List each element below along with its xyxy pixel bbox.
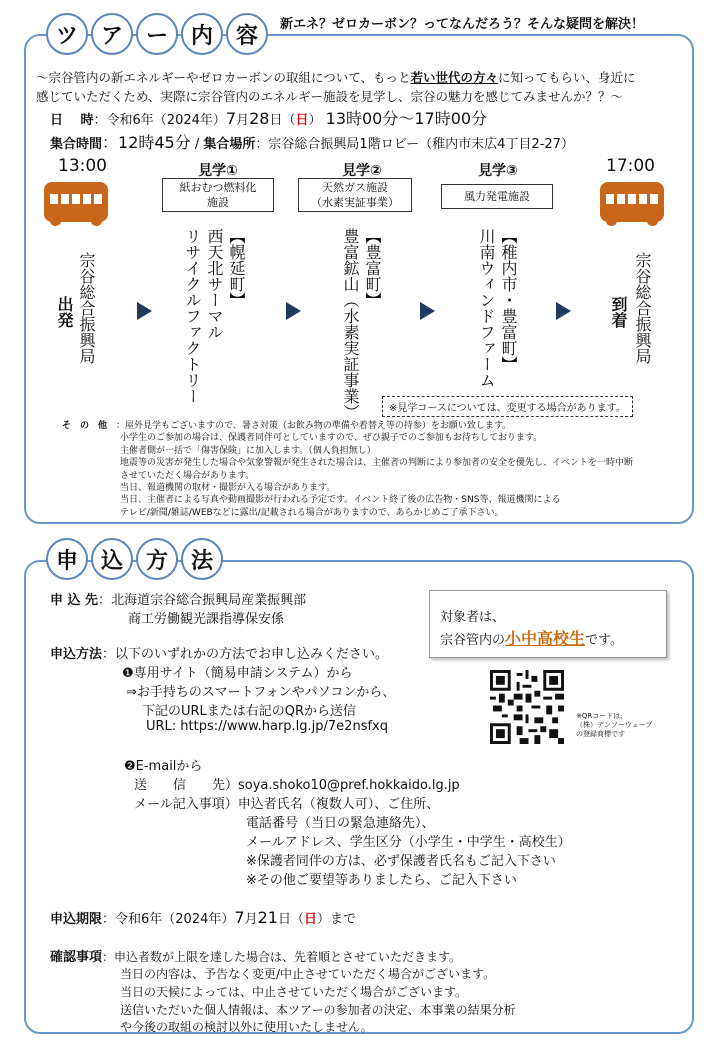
email-line-7: ※その他ご要望等ありましたら、ご記入下さい: [246, 873, 517, 888]
headline: 新エネ？ゼロカーボン？ってなんだろう？そんな疑問を解決！: [280, 17, 645, 32]
email-line-1: ❷E-mailから: [124, 759, 203, 774]
other-line: させていただく場合があります。: [120, 471, 255, 481]
confirm-line: 当日の天候によっては、中止させていただく場合がございます。: [120, 985, 468, 999]
method-line-3: ⇒お手持ちのスマートフォンやパソコンから、: [126, 685, 396, 700]
target-line-2: 宗谷管内の小中高校生です。: [440, 629, 623, 648]
email-address[interactable]: 送 信 先）soya.shoko10@pref.hokkaido.lg.jp: [134, 778, 460, 793]
visit2-name: 豊富鉱山（水素実証事業）: [341, 228, 360, 420]
visit1-name-2: リサイクルファクトリー: [183, 228, 202, 404]
other-label: そ の 他: [62, 421, 108, 431]
arrow-icon: [556, 302, 571, 320]
visit2-box: 天然ガス施設 （水素実証事業）: [298, 178, 412, 212]
depart-label: 出発: [55, 296, 74, 328]
confirm-line-1: 確認事項：申込者数が上限を達した場合は、先着順とさせていただきます。: [50, 950, 462, 965]
tour-section-title: [46, 13, 268, 55]
start-time: 13:00: [58, 156, 107, 176]
visit3-title: 見学③: [478, 163, 518, 179]
visit3-box: 風力発電施設: [441, 184, 553, 209]
visit1-box: 紙おむつ燃料化 施設: [162, 178, 274, 212]
arrow-icon: [137, 302, 152, 320]
arrive-place: 宗谷総合振興局: [633, 252, 652, 364]
method-line-1: 申込方法：以下のいずれかの方法でお申し込みください。: [50, 647, 389, 662]
bus-icon: [600, 182, 664, 222]
apply-section-title: [46, 538, 223, 580]
visit1-title: 見学①: [198, 163, 238, 179]
title-char: 内: [181, 13, 223, 55]
visit1-place: 【幌延町】: [227, 228, 246, 308]
confirm-line: 送信いただいた個人情報は、本ツアーの参加者の決定、本事業の結果分析: [120, 1003, 516, 1017]
confirm-line: 当日の内容は、予告なく変更/中止させていただく場合がございます。: [120, 967, 496, 981]
method-line-4: 下記のURLまたは右記のQRから送信: [142, 704, 357, 719]
other-line: 主催者側が一括で「傷害保険」に加入します。（個人負担無し）: [120, 446, 376, 456]
title-char: 方: [136, 538, 178, 580]
confirm-line: や今後の取組の検討以外に使用いたしません。: [120, 1020, 373, 1034]
visit2-place: 【豊富町】: [363, 228, 382, 308]
other-line: 地震等の災害が発生した場合や気象警報が発生された場合は、主催者の判断により参加者の安全を優先し、イベントを一時中断: [120, 458, 634, 468]
other-line: 当日、報道機関の取材・撮影が入る場合があります。: [120, 483, 336, 493]
visit3-place: 【稚内市・豊富町】: [499, 228, 518, 372]
other-line: 当日、主催者による写真や動画撮影が行われる予定です。イベント終了後の広告物・SNS等、報道機関による: [120, 495, 561, 505]
method-line-2: ❶専用サイト（簡易申請システム）から: [122, 666, 353, 681]
arrow-icon: [286, 302, 301, 320]
target-line-1: 対象者は、: [440, 610, 506, 625]
intro-line-1: ～宗谷管内の新エネルギーやゼロカーボンの取組について、もっと若い世代の方々に知ってもらい、身近に: [36, 70, 636, 85]
qr-code-icon[interactable]: [490, 670, 564, 744]
arrow-icon: [420, 302, 435, 320]
arrive-label: 到着: [609, 296, 628, 328]
date-line: 日 時：令和6年（2024年）7月28日（日） 13時00分～17時00分: [50, 109, 488, 128]
email-line-5: メールアドレス、学生区分（小学生・中学生・高校生）: [246, 835, 571, 850]
visit1-name-1: 西天北サーマル: [205, 228, 224, 340]
end-time: 17:00: [606, 156, 655, 176]
email-line-4: 電話番号（当日の緊急連絡先）、: [246, 816, 435, 831]
title-char: 申: [46, 538, 88, 580]
title-char: ー: [136, 13, 178, 55]
bus-icon: [44, 182, 108, 222]
intro-line-2: 感じていただくため、実際に宗谷管内のエネルギー施設を見学し、宗谷の魅力を感じてみませんか？？～: [36, 89, 624, 104]
visit2-title: 見学②: [342, 163, 382, 179]
apply-to-line-2: 商工労働観光課指導保安係: [128, 612, 285, 627]
method-url[interactable]: URL: https://www.harp.lg.jp/7e2nsfxq: [146, 719, 388, 734]
depart-place: 宗谷総合振興局: [77, 252, 96, 364]
apply-to-line-1: 申 込 先：北海道宗谷総合振興局産業振興部: [50, 593, 307, 608]
title-char: ツ: [46, 13, 88, 55]
title-char: 法: [181, 538, 223, 580]
other-line: ：屋外見学もございますので、暑さ対策（お飲み物の準備や着替え等の持参）をお願い致します。: [116, 421, 512, 431]
meeting-line: 集合時間：12時45分 / 集合場所：宗谷総合振興局1階ロビー（稚内市末広4丁目2-27）: [50, 133, 574, 152]
other-line: 小学生のご参加の場合は、保護者同伴可としていますので、ぜひ親子でのご参加もお待ちしております。: [120, 433, 543, 443]
deadline-line: 申込期限：令和6年（2024年）7月21日（日）まで: [50, 908, 356, 927]
email-line-3: メール記入事項）申込者氏名（複数人可）、ご住所、: [134, 797, 440, 812]
other-line: テレビ/新聞/雑誌/WEBなどに露出/記載される場合がありますので、あらかじめご了承下さい。: [120, 508, 504, 518]
qr-note: ※QRコードは、 （株）デンソーウェーブ の登録商標です: [576, 712, 653, 738]
course-note: ※見学コースについては、変更する場合があります。: [382, 396, 633, 417]
title-char: ア: [91, 13, 133, 55]
title-char: 容: [226, 13, 268, 55]
title-char: 込: [91, 538, 133, 580]
visit3-name: 川南ウィンドファーム: [477, 228, 496, 388]
email-line-6: ※保護者同伴の方は、必ず保護者氏名もご記入下さい: [246, 854, 556, 869]
